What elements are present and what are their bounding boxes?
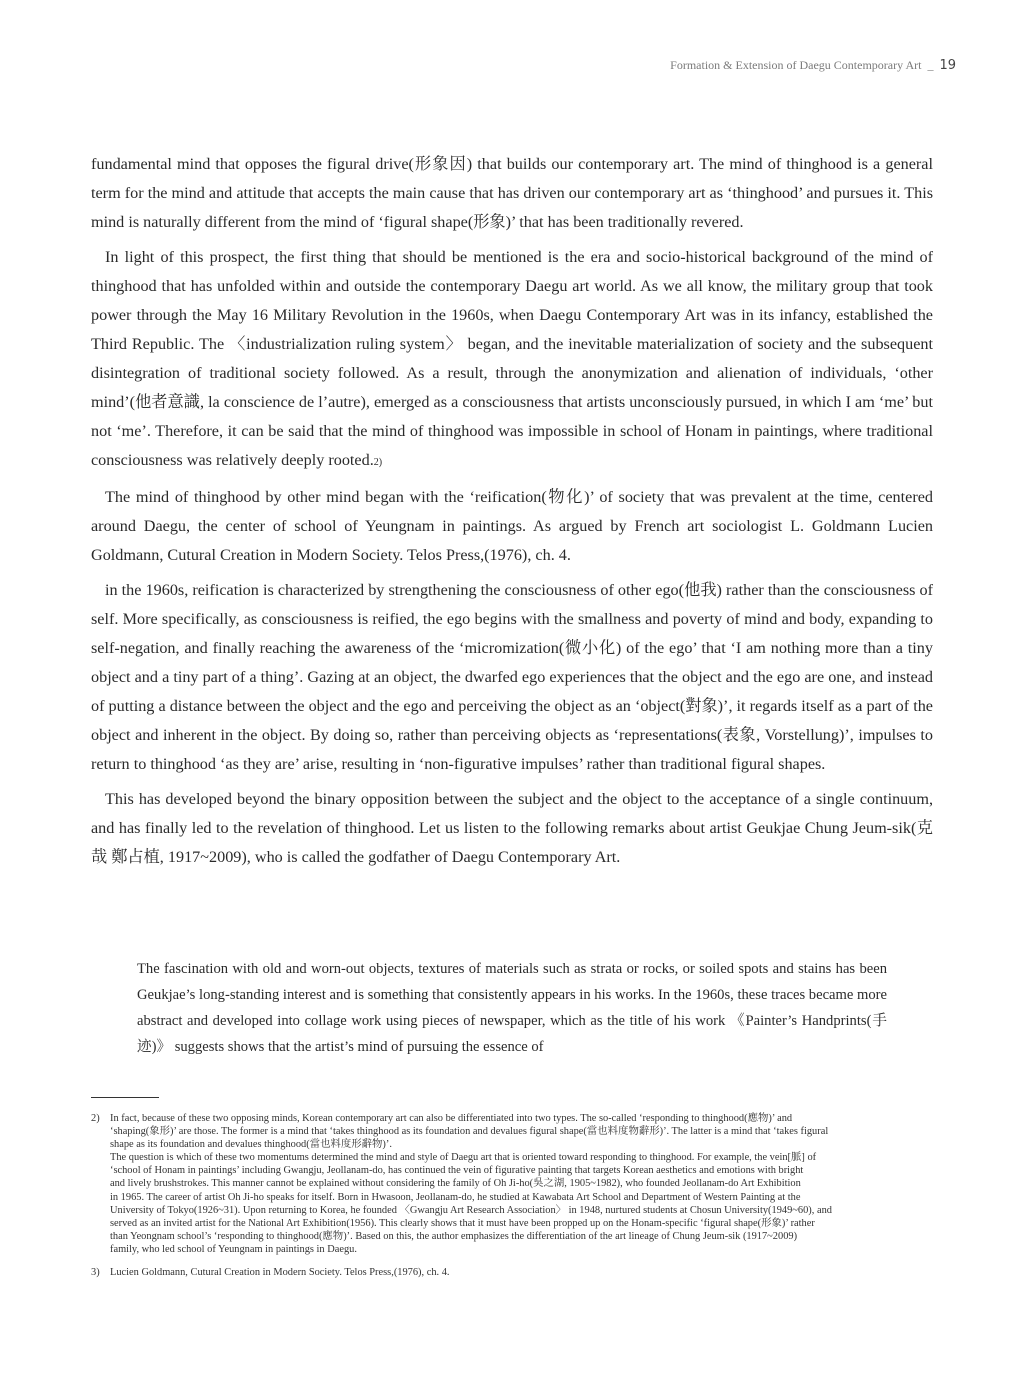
footnote-text: Lucien Goldmann, Cutural Creation in Modern Society. Telos Press,(1976), ch. 4. — [110, 1267, 450, 1279]
footnote-number: 2) — [91, 1113, 100, 1124]
footnotes — [91, 1112, 933, 1283]
footnote-ref-2[interactable]: 2) — [373, 457, 383, 468]
footnote-3 — [91, 1266, 933, 1279]
running-header — [670, 58, 956, 73]
running-title: Formation & Extension of Daegu Contemporary Art — [670, 58, 922, 72]
paragraph: This has developed beyond the binary opposition between the subject and the object to the acceptance of a single continuum, and has finally led to the revelation of thinghood. Let us listen to the following remarks about artist Geukjae Chung Jeum-sik(克哉 鄭占植, 1917~2009), who is called the godfather of Daegu Contemporary Art. — [91, 790, 933, 866]
footnote-divider — [91, 1097, 159, 1098]
header-separator: _ — [927, 58, 934, 72]
quote-text: The fascination with old and worn-out objects, textures of materials such as strata or rocks, or soiled spots and stains has been Geukjae’s long-standing interest and is something that consistently appears in his works. In the 1960s, these traces became more abstract and developed into collage work using pieces of newspaper, which as the title of his work 《Painter’s Handprints(手迹)》 suggests shows that the artist’s mind of pursuing the essence of — [137, 961, 887, 1055]
footnote-number: 3) — [91, 1267, 100, 1279]
body-text — [91, 150, 933, 878]
page-number: 19 — [939, 58, 956, 73]
footnote-text: In fact, because of these two opposing minds, Korean contemporary art can also be differentiated into two types. The so-called ‘responding to thinghood(應物)’ and ‘shaping(象形)’ are those. The former is a mind that ‘takes thinghood as its foundation and devalues figural shape(當也料度物辭形)’. The latter is a mind that ‘takes figural shape as its foundation and devalues thinghood(當也料度形辭物)’. The question is which of these two momentums determined the mind and style of Daegu art that is oriented toward responding to thinghood. For example, the vein[脈] of ‘school of Honam in paintings’ including Gwangju, Jeollanam-do, has continued the vein of figurative painting that targets Korean aesthetics and emotions with bright and lively brushstrokes. This manner cannot be explained without considering the family of Oh Ji-ho(吳之湖, 1905~1982), who founded Jeollanam-do Art Exhibition in 1965. The career of artist Oh Ji-ho speaks for itself. Born in Hwasoon, Jeollanam-do, he studied at Kawabata Art School and Department of Western Painting at the University of Tokyo(1926~31). Upon returning to Korea, he founded 〈Gwangju Art Research Association〉 in 1948, nurtured students at Chosun University(1949~60), and served as an invited artist for the National Art Exhibition(1956). This clearly shows that it must have been propped up on the Honam-specific ‘figural shape(形象)’ rather than Yeongnam school’s ‘responding to thinghood(應物)’. Based on this, the author emphasizes the differentiation of the art lineage of Chung Jeum-sik (1917~2009) family, who led school of Yeungnam in paintings in Daegu. — [110, 1113, 832, 1255]
paragraph: The mind of thinghood by other mind began with the ‘reification(物化)’ of society that was prevalent at the time, centered around Daegu, the center of school of Yeungnam in paintings. As argued by French art sociologist L. Goldmann Lucien Goldmann, Cutural Creation in Modern Society. Telos Press,(1976), ch. 4. — [91, 488, 933, 564]
paragraph: In light of this prospect, the first thing that should be mentioned is the era and socio-historical background of the mind of thinghood that has unfolded within and outside the contemporary Daegu art world. As we all know, the military group that took power through the May 16 Military Revolution in the 1960s, when Daegu Contemporary Art was in its infancy, established the Third Republic. The 〈industrialization ruling system〉 began, and the inevitable materialization of society and the subsequent disintegration of traditional society followed. As a result, through the anonymization and alienation of individuals, ‘other mind’(他者意識, la conscience de l’autre), emerged as a consciousness that artists unconsciously pursued, in which I am ‘me’ but not ‘me’. Therefore, it can be said that the mind of thinghood was impossible in school of Honam in paintings, where traditional consciousness was relatively deeply rooted.2) — [91, 248, 933, 469]
paragraph: in the 1960s, reification is characterized by strengthening the consciousness of other ego(他我) rather than the consciousness of self. More specifically, as consciousness is reified, the ego begins with the smallness and poverty of mind and body, expanding to self-negation, and finally reaching the awareness of the ‘micromization(微小化) of the ego’ that ‘I am nothing more than a tiny object and a tiny part of a thing’. Gazing at an object, the dwarfed ego experiences that the object and the ego are one, and instead of putting a distance between the object and the ego and perceiving the object as an ‘object(對象)’, it regards itself as a part of the object and inherent in the object. By doing so, rather than perceiving objects as ‘representations(表象, Vorstellung)’, impulses to return to thinghood ‘as they are’ arise, resulting in ‘non-figurative impulses’ rather than traditional figural shapes. — [91, 581, 933, 773]
block-quote — [137, 956, 887, 1060]
footnote-2 — [91, 1112, 933, 1256]
paragraph: fundamental mind that opposes the figural drive(形象因) that builds our contemporary art. The mind of thinghood is a general term for the mind and attitude that accepts the main cause that has driven our contemporary art as ‘thinghood’ and pursues it. This mind is naturally different from the mind of ‘figural shape(形象)’ that has been traditionally revered. — [91, 155, 933, 231]
